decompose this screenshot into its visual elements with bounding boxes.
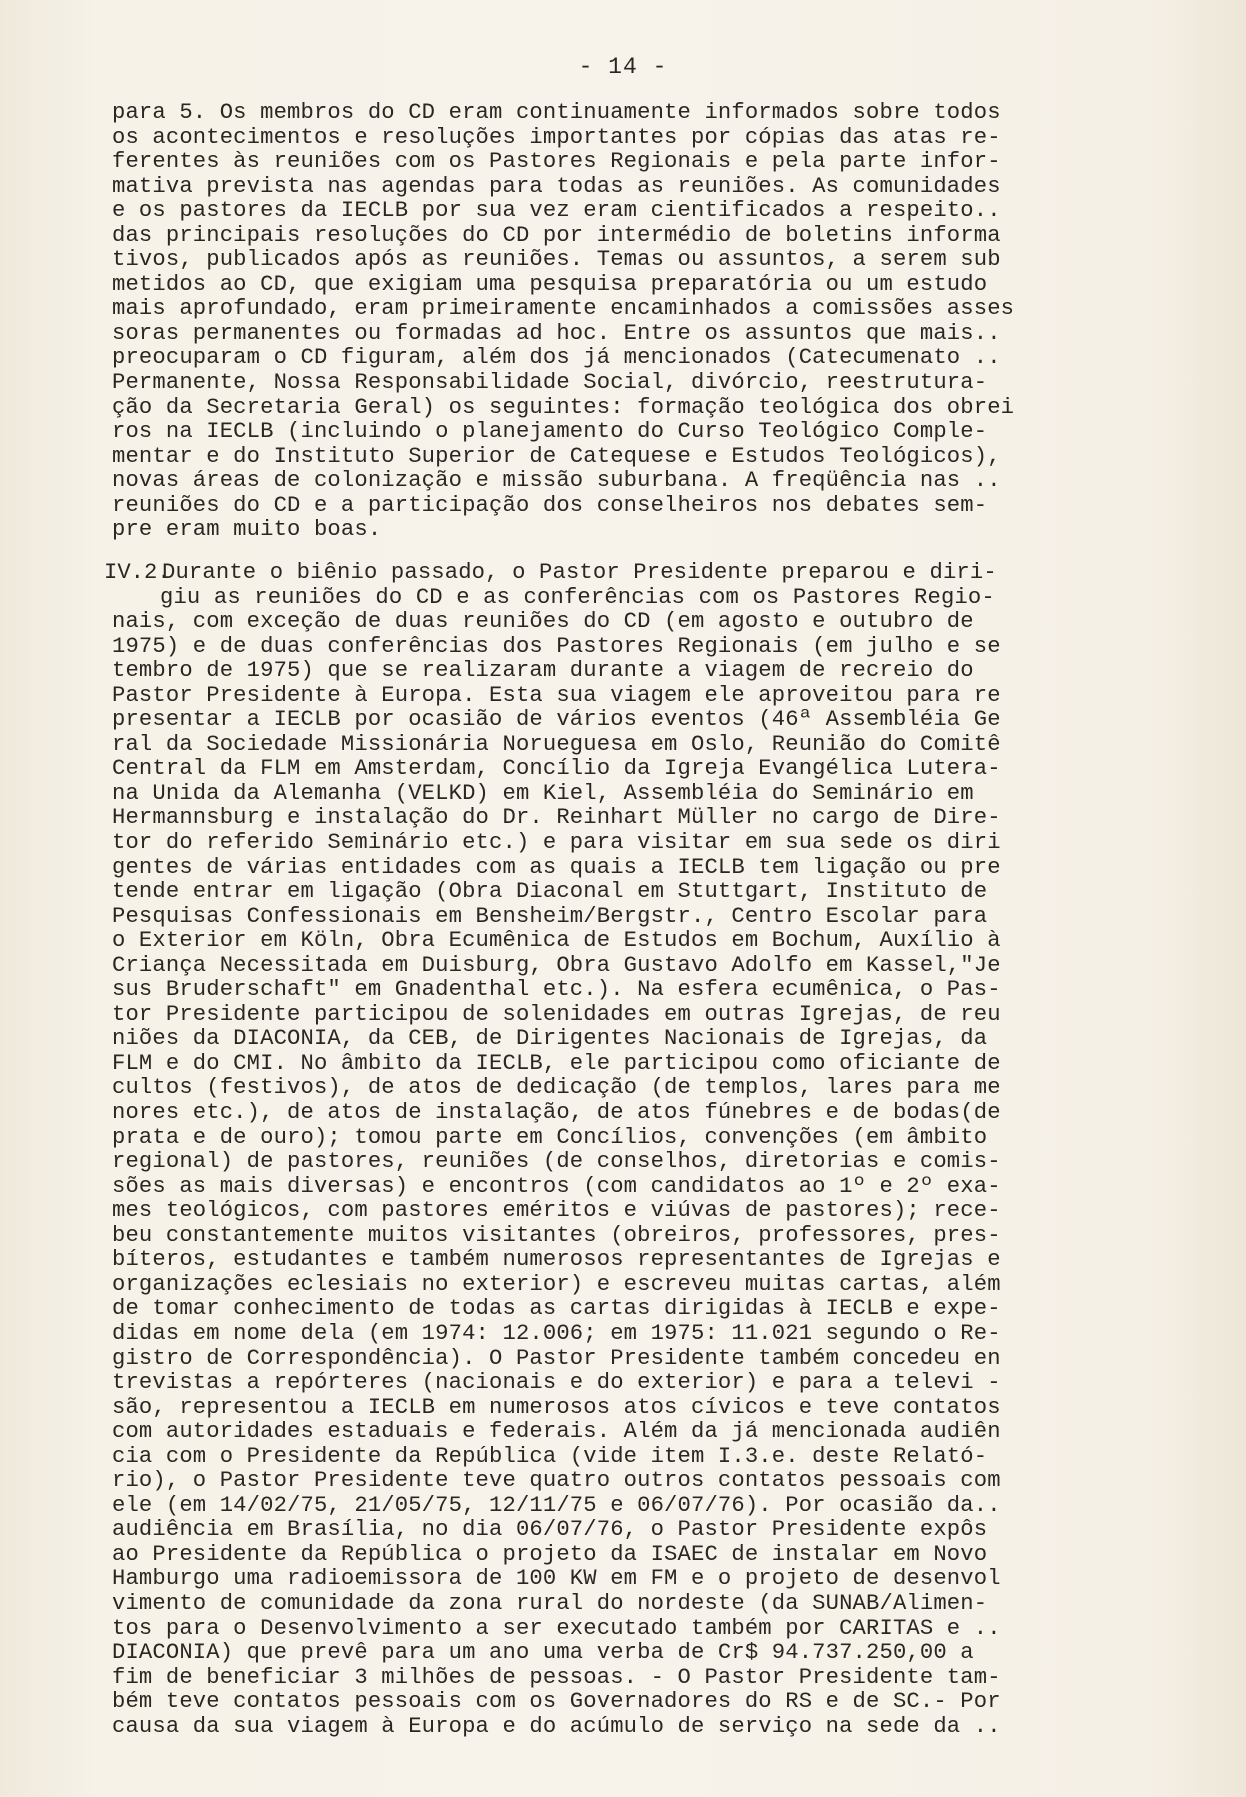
- text-line: ao Presidente da República o projeto da ISAEC de instalar em Novo: [112, 1541, 988, 1567]
- text-line: de tomar conhecimento de todas as cartas dirigidas à IECLB e expe-: [112, 1296, 1001, 1322]
- text-line: com autoridades estaduais e federais. Além da já mencionada audiên: [112, 1419, 1001, 1445]
- text-line: gistro de Correspondência). O Pastor Presidente também concedeu en: [112, 1345, 1001, 1371]
- text-line: Pesquisas Confessionais em Bensheim/Bergstr., Centro Escolar para: [112, 903, 988, 929]
- text-line: gentes de várias entidades com as quais a IECLB tem ligação ou pre: [112, 854, 1001, 880]
- text-line: Hermannsburg e instalação do Dr. Reinhart Müller no cargo de Dire-: [112, 805, 1001, 831]
- text-line: presentar a IECLB por ocasião de vários eventos (46ª Assembléia Ge: [112, 707, 1001, 733]
- text-line: Durante o biênio passado, o Pastor Presidente preparou e diri-: [162, 560, 997, 585]
- text-line: Hamburgo uma radioemissora de 100 KW em FM e o projeto de desenvol: [112, 1566, 1001, 1592]
- text-line: didas em nome dela (em 1974: 12.006; em 1975: 11.021 segundo o Re-: [112, 1320, 1001, 1346]
- text-line: DIACONIA) que prevê para um ano uma verba de Cr$ 94.737.250,00 a: [112, 1640, 974, 1666]
- page-number: - 14 -: [578, 54, 668, 80]
- text-line: pre eram muito boas.: [112, 517, 382, 543]
- text-line: audiência em Brasília, no dia 06/07/76, o Pastor Presidente expôs: [112, 1517, 988, 1543]
- text-line: ferentes às reuniões com os Pastores Regionais e pela parte infor-: [112, 149, 1001, 175]
- text-line: mativa prevista nas agendas para todas as reuniões. As comunidades: [112, 173, 1001, 199]
- text-line: tembro de 1975) que se realizaram durante a viagem de recreio do: [112, 658, 974, 684]
- text-line: prata e de ouro); tomou parte em Concílios, convenções (em âmbito: [112, 1124, 988, 1150]
- paragraph-continuation: [112, 101, 1112, 543]
- text-line: Central da FLM em Amsterdam, Concílio da Igreja Evangélica Lutera-: [112, 756, 1001, 782]
- text-line: reuniões do CD e a participação dos conselheiros nos debates sem-: [112, 492, 988, 518]
- text-line: na Unida da Alemanha (VELKD) em Kiel, Assembléia do Seminário em: [112, 780, 974, 806]
- text-line: das principais resoluções do CD por intermédio de boletins informa: [112, 222, 1001, 248]
- text-line: para 5. Os membros do CD eram continuamente informados sobre todos: [112, 100, 1001, 125]
- text-line: novas áreas de colonização e missão suburbana. A freqüência nas ..: [112, 468, 1001, 494]
- text-line: niões da DIACONIA, da CEB, de Dirigentes Nacionais de Igrejas, da: [112, 1026, 988, 1052]
- text-line: os acontecimentos e resoluções importantes por cópias das atas re-: [112, 124, 1001, 150]
- text-line: bíteros, estudantes e também numerosos representantes de Igrejas e: [112, 1247, 1001, 1273]
- text-line: mes teológicos, com pastores eméritos e viúvas de pastores); rece-: [112, 1198, 1001, 1224]
- text-line: tor Presidente participou de solenidades em outras Igrejas, de reu: [112, 1001, 1001, 1027]
- text-line: tos para o Desenvolvimento a ser executado também por CARITAS e ..: [112, 1615, 1001, 1641]
- text-line: cultos (festivos), de atos de dedicação (de templos, lares para me: [112, 1075, 1001, 1101]
- text-line: ção da Secretaria Geral) os seguintes: formação teológica dos obrei: [112, 394, 1015, 420]
- text-line: 1975) e de duas conferências dos Pastores Regionais (em julho e se: [112, 633, 1001, 659]
- text-line: mentar e do Instituto Superior de Catequese e Estudos Teológicos),: [112, 443, 1001, 469]
- text-line: nores etc.), de atos de instalação, de atos fúnebres e de bodas(de: [112, 1100, 1001, 1126]
- text-line: tivos, publicados após as reuniões. Temas ou assuntos, a serem sub: [112, 247, 1001, 273]
- text-line: trevistas a repórteres (nacionais e do exterior) e para a televi -: [112, 1370, 1001, 1396]
- text-line: e os pastores da IECLB por sua vez eram cientificados a respeito..: [112, 198, 1001, 224]
- text-line: tende entrar em ligação (Obra Diaconal em Stuttgart, Instituto de: [112, 879, 988, 905]
- text-line: sões as mais diversas) e encontros (com candidatos ao 1º e 2º exa-: [112, 1173, 1001, 1199]
- text-line: cia com o Presidente da República (vide item I.3.e. deste Relató-: [112, 1443, 988, 1469]
- text-line: FLM e do CMI. No âmbito da IECLB, ele participou como oficiante de: [112, 1050, 1001, 1076]
- text-line: rio), o Pastor Presidente teve quatro outros contatos pessoais com: [112, 1468, 1001, 1494]
- text-line: sus Bruderschaft" em Gnadenthal etc.). Na esfera ecumênica, o Pas-: [112, 977, 1001, 1003]
- text-line: metidos ao CD, que exigiam uma pesquisa preparatória ou um estudo: [112, 271, 988, 297]
- text-line: preocuparam o CD figuram, além dos já mencionados (Catecumenato ..: [112, 345, 1001, 371]
- text-line: bém teve contatos pessoais com os Governadores do RS e de SC.- Por: [112, 1689, 1001, 1715]
- text-line: tor do referido Seminário etc.) e para visitar em sua sede os diri: [112, 830, 1001, 856]
- text-line: Criança Necessitada em Duisburg, Obra Gustavo Adolfo em Kassel,"Je: [112, 952, 1001, 978]
- section-paragraph: [112, 561, 1112, 1739]
- text-line: giu as reuniões do CD e as conferências com os Pastores Regio-: [160, 584, 995, 610]
- text-line: vimento de comunidade da zona rural do nordeste (da SUNAB/Alimen-: [112, 1590, 988, 1616]
- text-line: causa da sua viagem à Europa e do acúmulo de serviço na sede da ..: [112, 1713, 1001, 1739]
- text-line: beu constantemente muitos visitantes (obreiros, professores, pres-: [112, 1222, 1001, 1248]
- text-line: soras permanentes ou formadas ad hoc. Entre os assuntos que mais..: [112, 320, 1001, 346]
- section-number: IV.2.: [104, 560, 171, 585]
- text-line: mais aprofundado, eram primeiramente encaminhados a comissões asses: [112, 296, 1015, 322]
- text-line: ele (em 14/02/75, 21/05/75, 12/11/75 e 06/07/76). Por ocasião da..: [112, 1492, 1001, 1518]
- text-line: Pastor Presidente à Europa. Esta sua viagem ele aproveitou para re: [112, 682, 1001, 708]
- text-line: regional) de pastores, reuniões (de conselhos, diretorias e comis-: [112, 1149, 1001, 1175]
- text-line: ros na IECLB (incluindo o planejamento do Curso Teológico Comple-: [112, 419, 988, 445]
- text-line: fim de beneficiar 3 milhões de pessoas. - O Pastor Presidente tam-: [112, 1664, 1001, 1690]
- text-line: são, representou a IECLB em numerosos atos cívicos e teve contatos: [112, 1394, 1001, 1420]
- text-line: organizações eclesiais no exterior) e escreveu muitas cartas, além: [112, 1271, 1001, 1297]
- text-line: ral da Sociedade Missionária Norueguesa em Oslo, Reunião do Comitê: [112, 731, 1001, 757]
- text-line: o Exterior em Köln, Obra Ecumênica de Estudos em Bochum, Auxílio à: [112, 928, 1001, 954]
- text-line: Permanente, Nossa Responsabilidade Social, divórcio, reestrutura-: [112, 370, 988, 396]
- text-line: nais, com exceção de duas reuniões do CD (em agosto e outubro de: [112, 609, 974, 635]
